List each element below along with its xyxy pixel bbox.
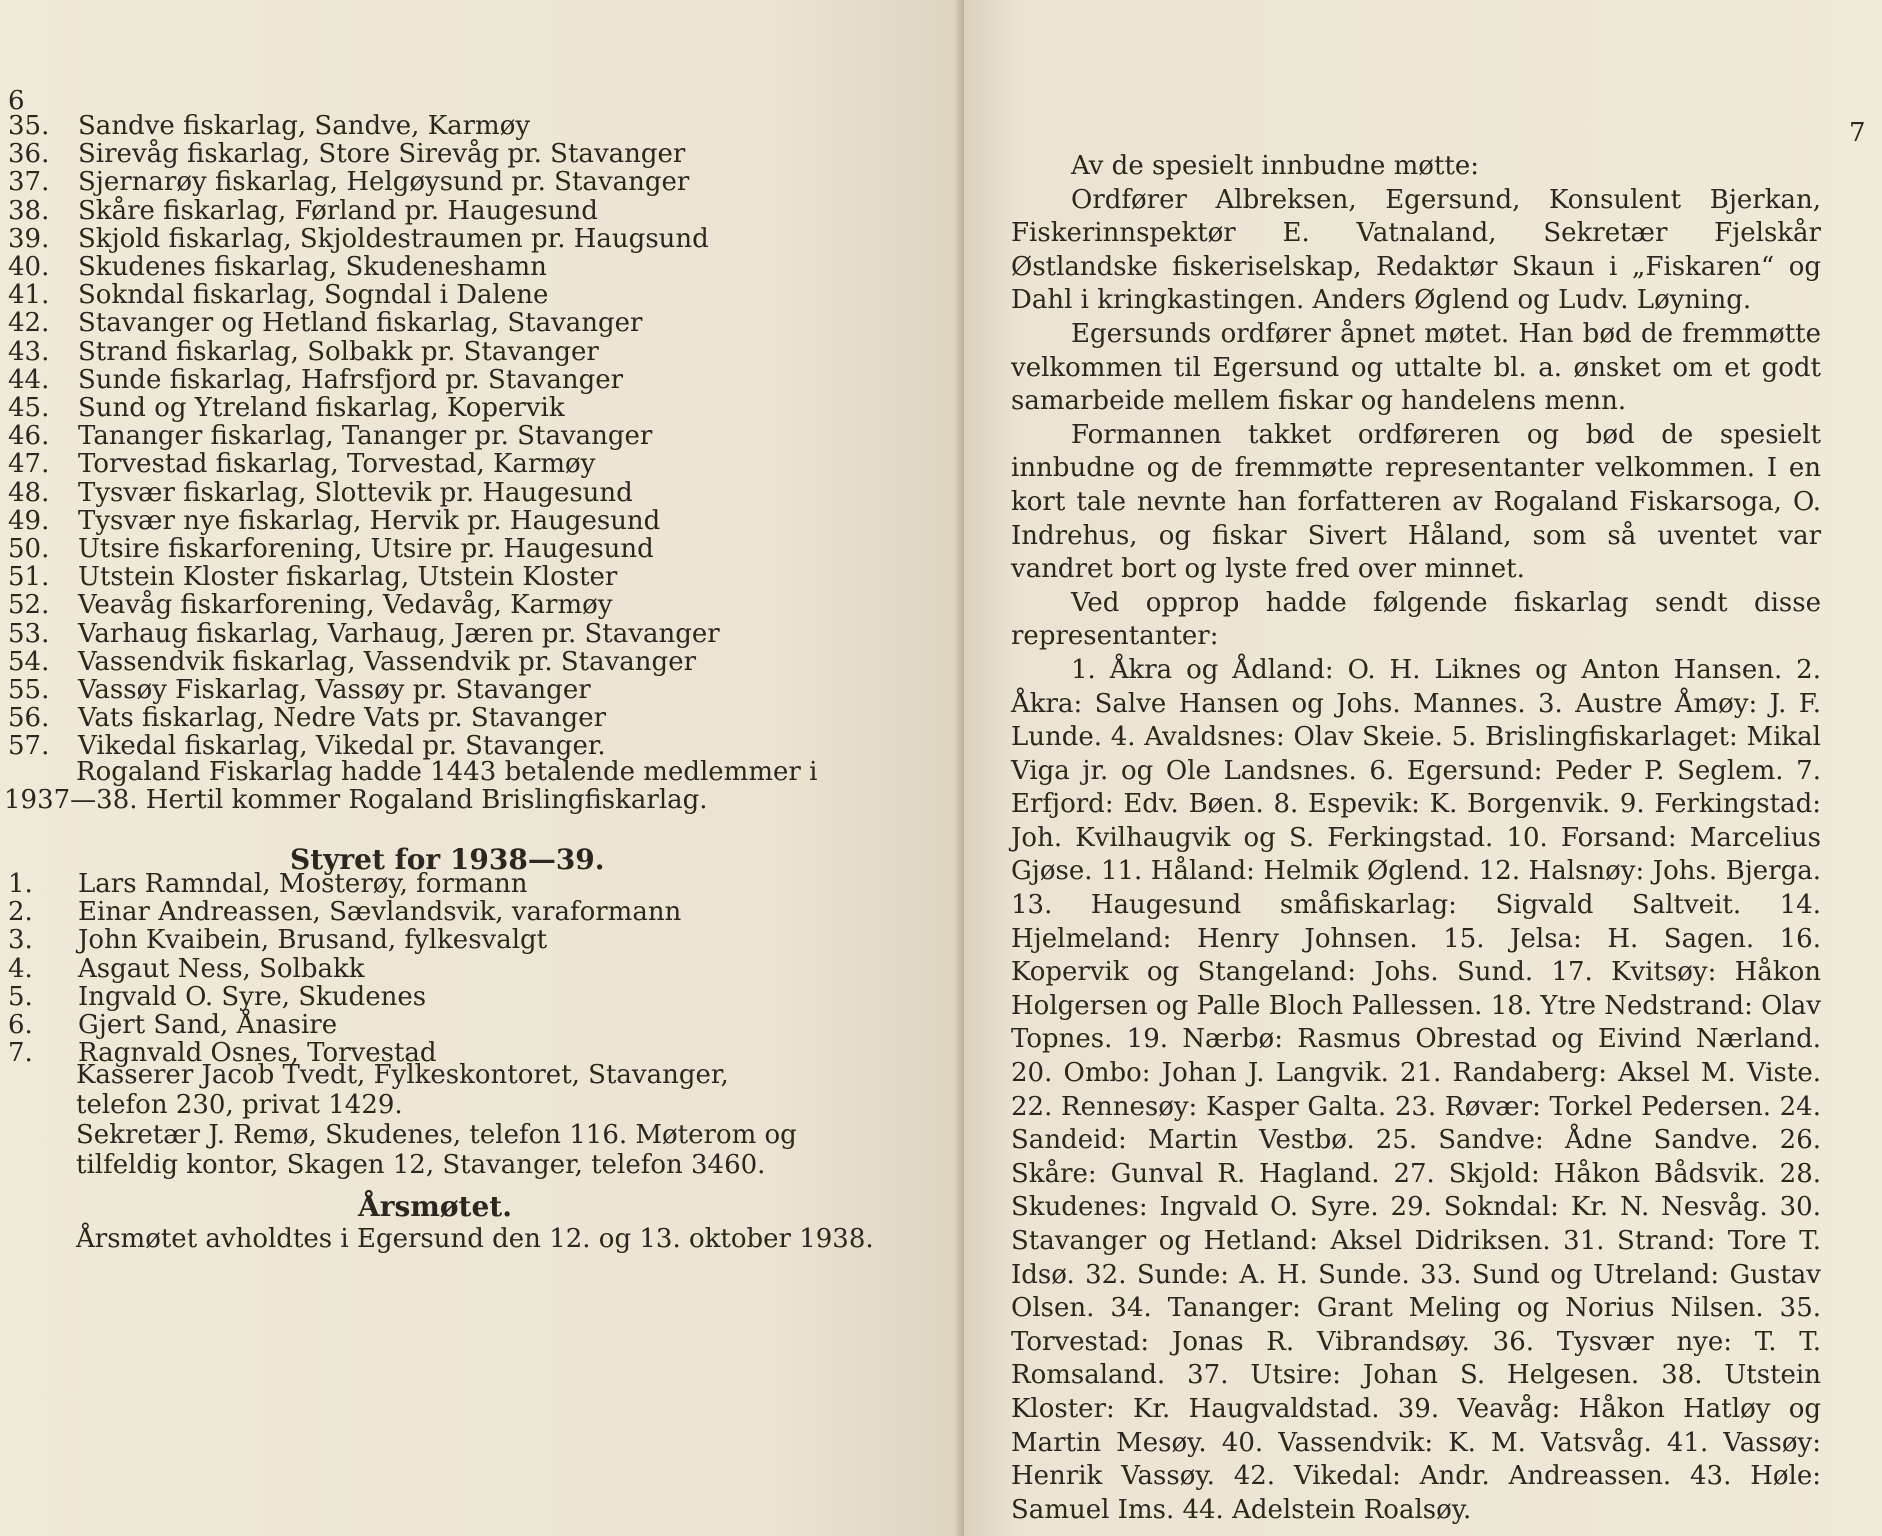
list-item [8, 925, 547, 955]
list-item [8, 365, 623, 395]
list-item [8, 308, 642, 338]
list-item-text: Tysvær nye fiskarlag, Hervik pr. Haugesund [78, 505, 661, 536]
paragraph-invited-list: Ordfører Albreksen, Egersund, Konsulent Bjerkan, Fiskerinnspektør E. Vatnaland, Sekretær Fjelskår Østlandske fiskeriselskap, Redaktør Skaun i „Fiskaren“ og Dahl i kringkastingen. Anders Øglend og Ludv. Løyning. [1011, 184, 1821, 316]
list-item-text: Sokndal fiskarlag, Sogndal i Dalene [78, 280, 549, 311]
list-item-text: Skudenes fiskarlag, Skudeneshamn [78, 252, 547, 282]
list-item [8, 703, 606, 733]
page-number-right: 7 [1849, 118, 1866, 148]
list-item-number: 50. [8, 534, 50, 564]
list-item-text: Tananger fiskarlag, Tananger pr. Stavanger [78, 421, 653, 452]
list-item-text: Varhaug fiskarlag, Varhaug, Jæren pr. Stavanger [78, 618, 720, 649]
list-item-number: 57. [8, 731, 50, 762]
list-item-text: Einar Andreassen, Sævlandsvik, varaformann [78, 897, 682, 928]
list-item-text: Tysvær fiskarlag, Slottevik pr. Haugesund [78, 477, 633, 508]
list-item-number: 44. [8, 364, 50, 395]
list-item-text: Torvestad fiskarlag, Torvestad, Karmøy [78, 449, 596, 480]
list-item [8, 982, 426, 1012]
list-item-number: 54. [8, 646, 50, 677]
right-page [964, 0, 1882, 1536]
right-body [1011, 150, 1821, 1527]
list-item-text: Asgaut Ness, Solbakk [78, 953, 365, 984]
list-item [8, 393, 565, 423]
list-item-number: 41. [8, 280, 50, 311]
list-item [8, 954, 365, 984]
secretary-line-1: Sekretær J. Remø, Skudenes, telefon 116. Møterom og [76, 1120, 797, 1150]
list-item-number: 48. [8, 477, 50, 508]
list-item-number: 1. [8, 869, 33, 899]
list-item-text: Vikedal fiskarlag, Vikedal pr. Stavanger. [78, 731, 606, 762]
list-item-text: Vassøy Fiskarlag, Vassøy pr. Stavanger [78, 675, 591, 705]
list-item-number: 4. [8, 953, 33, 984]
list-item [8, 562, 617, 592]
list-item-number: 3. [8, 925, 33, 956]
list-item [8, 590, 612, 620]
list-item [8, 224, 709, 254]
list-item [8, 619, 720, 649]
list-item [8, 869, 528, 899]
list-item-number: 47. [8, 449, 50, 480]
meeting-heading: Årsmøtet. [358, 1190, 512, 1223]
secretary-line-2: tilfeldig kontor, Skagen 12, Stavanger, telefon 3460. [76, 1150, 766, 1180]
list-item [8, 196, 598, 226]
paragraph-chairman: Formannen takket ordføreren og bød de spesielt innbudne og de fremmøtte representanter velkommen. I en kort tale nevnte han forfatteren av Rogaland Fiskarsoga, O. Indrehus, og fiskar Sivert Håland, som så uventet var vandret bort og lyste fred over minnet. [1011, 419, 1821, 585]
members-line-2: 1937—38. Hertil kommer Rogaland Brislingfiskarlag. [4, 785, 708, 815]
list-item [8, 449, 595, 479]
list-item-number: 42. [8, 308, 50, 339]
treasurer-line-1: Kasserer Jacob Tvedt, Fylkeskontoret, Stavanger, [76, 1060, 729, 1090]
list-item-text: Sjernarøy fiskarlag, Helgøysund pr. Stavanger [78, 167, 690, 198]
list-item-number: 5. [8, 981, 33, 1012]
list-item-number: 39. [8, 223, 50, 254]
list-item-text: Sund og Ytreland fiskarlag, Kopervik [78, 393, 565, 423]
list-item-number: 35. [8, 111, 50, 141]
list-item [8, 139, 685, 169]
list-item-number: 6. [8, 1010, 33, 1040]
list-item-number: 46. [8, 421, 50, 452]
board-heading: Styret for 1938—39. [290, 843, 605, 876]
treasurer-line-2: telefon 230, privat 1429. [76, 1090, 403, 1120]
list-item-text: Strand fiskarlag, Solbakk pr. Stavanger [78, 336, 599, 367]
list-item [8, 252, 547, 282]
list-item [8, 280, 548, 310]
list-item [8, 421, 652, 451]
list-item-number: 49. [8, 505, 50, 536]
list-item [8, 897, 681, 927]
paragraph-representatives: 1. Åkra og Ådland: O. H. Liknes og Anton Hansen. 2. Åkra: Salve Hansen og Johs. Mannes. 3. Austre Åmøy: J. F. Lunde. 4. Avaldsnes: Olav Skeie. 5. Brislingfiskarlaget: Mikal Viga jr. og Ole Landsnes. 6. Egersund: Peder P. Seglem. 7. Erfjord: Edv. Bøen. 8. Espevik: K. Borgenvik. 9. Ferkingstad: Joh. Kvilhaugvik og S. Ferkingstad. 10. Forsand: Marcelius Gjøse. 11. Håland: Helmik Øglend. 12. Halsnøy: Johs. Bjerga. 13. Haugesund småfiskarlag: Sigvald Saltveit. 14. Hjelmeland: Henry Johnsen. 15. Jelsa: H. Sagen. 16. Kopervik og Stangeland: Johs. Sund. 17. Kvitsøy: Håkon Holgersen og Palle Bloch Pallessen. 18. Ytre Nedstrand: Olav Topnes. 19. Nærbø: Rasmus Obrestad og Eivind Nærland. 20. Ombo: Johan J. Langvik. 21. Randaberg: Aksel M. Viste. 22. Rennesøy: Kasper Galta. 23. Røvær: Torkel Pedersen. 24. Sandeid: Martin Vestbø. 25. Sandve: Ådne Sandve. 26. Skåre: Gunval R. Hagland. 27. Skjold: Håkon Bådsvik. 28. Skudenes: Ingvald O. Syre. 29. Sokndal: Kr. N. Nesvåg. 30. Stavanger og Hetland: Aksel Didriksen. 31. Strand: Tore T. Idsø. 32. Sunde: A. H. Sunde. 33. Sund og Utreland: Gustav Olsen. 34. Tananger: Grant Meling og Norius Nilsen. 35. Torvestad: Jonas R. Vibrandsøy. 36. Tysvær nye: T. T. Romsaland. 37. Utsire: Johan S. Helgesen. 38. Utstein Kloster: Kr. Haugvaldstad. 39. Veavåg: Håkon Hatløy og Martin Mesøy. 40. Vassendvik: K. M. Vatsvåg. 41. Vassøy: Henrik Vassøy. 42. Vikedal: Andr. Andreassen. 43. Høle: Samuel Ims. 44. Adelstein Roalsøy. [1011, 654, 1821, 1525]
list-item-number: 52. [8, 590, 50, 621]
list-item-text: Skjold fiskarlag, Skjoldestraumen pr. Haugsund [78, 223, 709, 254]
list-item-text: Sunde fiskarlag, Hafrsfjord pr. Stavanger [78, 364, 624, 395]
meeting-line: Årsmøtet avholdtes i Egersund den 12. og 13. oktober 1938. [76, 1224, 874, 1254]
list-item [8, 478, 633, 508]
paragraph-invited-heading: Av de spesielt innbudne møtte: [1071, 151, 1480, 181]
list-item-text: Stavanger og Hetland fiskarlag, Stavanger [78, 308, 643, 339]
list-item-text: Gjert Sand, Ånasire [78, 1010, 338, 1040]
list-item-number: 37. [8, 167, 50, 198]
list-item [8, 675, 591, 705]
list-item-text: Ingvald O. Syre, Skudenes [78, 981, 427, 1012]
list-item-text: Ragnvald Osnes, Torvestad [78, 1038, 437, 1069]
members-line-1: Rogaland Fiskarlag hadde 1443 betalende medlemmer i [76, 757, 818, 787]
list-item-text: Lars Ramndal, Mosterøy, formann [78, 869, 528, 899]
list-item-number: 53. [8, 618, 50, 649]
list-item-text: John Kvaibein, Brusand, fylkesvalgt [78, 925, 548, 956]
list-item-number: 2. [8, 897, 33, 928]
list-item [8, 337, 599, 367]
page-number-left: 6 [8, 86, 25, 116]
list-item [8, 506, 660, 536]
list-item [8, 111, 530, 141]
list-item-number: 43. [8, 336, 50, 367]
list-item-number: 38. [8, 195, 50, 226]
list-item-text: Sirevåg fiskarlag, Store Sirevåg pr. Stavanger [78, 139, 686, 170]
list-item [8, 1010, 337, 1040]
list-item-number: 55. [8, 675, 50, 705]
list-item-text: Veavåg fiskarforening, Vedavåg, Karmøy [78, 590, 613, 621]
list-item [8, 647, 696, 677]
list-item-text: Sandve fiskarlag, Sandve, Karmøy [78, 111, 531, 141]
list-item-number: 36. [8, 139, 50, 170]
list-item [8, 534, 654, 564]
list-item [8, 167, 689, 197]
paragraph-opening: Egersunds ordfører åpnet møtet. Han bød de fremmøtte velkommen til Egersund og uttalte bl. a. ønsket om et godt samarbeide mellem fiskar og handelens menn. [1011, 318, 1821, 417]
list-item-text: Skåre fiskarlag, Førland pr. Haugesund [78, 195, 598, 226]
list-item-text: Utsire fiskarforening, Utsire pr. Haugesund [78, 534, 654, 564]
list-item-number: 56. [8, 703, 50, 734]
list-item-number: 51. [8, 562, 50, 593]
list-item-text: Vassendvik fiskarlag, Vassendvik pr. Stavanger [78, 646, 697, 677]
list-item-text: Vats fiskarlag, Nedre Vats pr. Stavanger [78, 703, 607, 734]
list-item-number: 40. [8, 252, 50, 282]
paragraph-rollcall: Ved opprop hadde følgende fiskarlag sendt disse representanter: [1011, 587, 1821, 652]
list-item-number: 45. [8, 393, 50, 423]
list-item-number: 7. [8, 1038, 33, 1069]
list-item-text: Utstein Kloster fiskarlag, Utstein Kloster [78, 562, 618, 593]
